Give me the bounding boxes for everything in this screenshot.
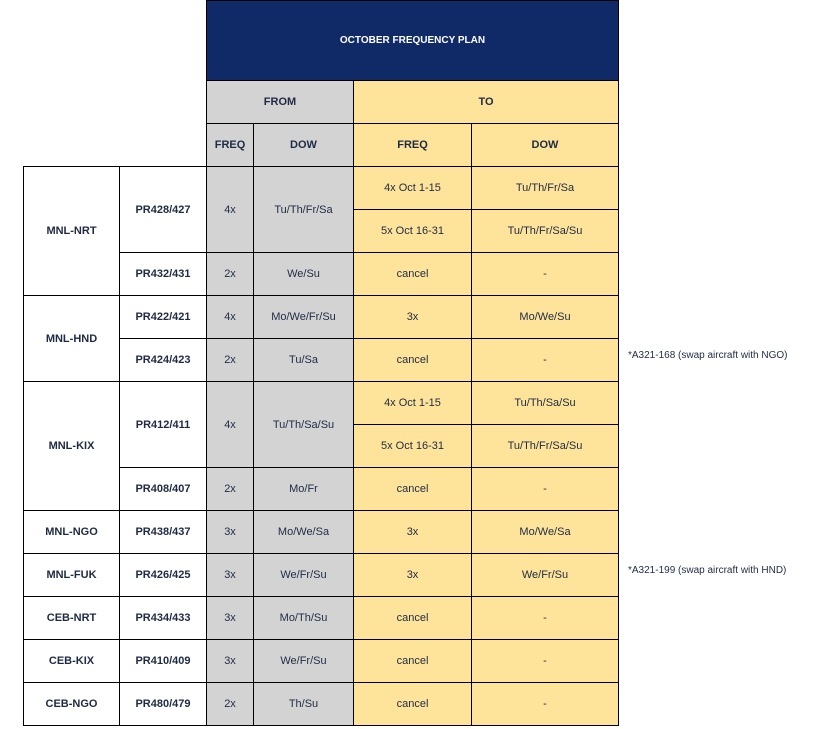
to-dow-cell: Tu/Th/Fr/Sa/Su <box>472 210 619 253</box>
to-freq-cell: 3x <box>354 296 472 339</box>
to-freq-cell: 3x <box>354 554 472 597</box>
from-dow-header: DOW <box>254 124 354 167</box>
to-dow-cell: Tu/Th/Fr/Sa <box>472 167 619 210</box>
flight-cell: PR408/407 <box>120 468 207 511</box>
blank-corner <box>120 124 207 167</box>
from-freq-header: FREQ <box>207 124 254 167</box>
from-dow-cell: Mo/We/Fr/Su <box>254 296 354 339</box>
to-freq-cell: 5x Oct 16-31 <box>354 210 472 253</box>
from-dow-cell: We/Fr/Su <box>254 640 354 683</box>
from-freq-cell: 4x <box>207 296 254 339</box>
to-dow-cell: We/Fr/Su <box>472 554 619 597</box>
from-freq-cell: 4x <box>207 382 254 468</box>
to-dow-cell: Mo/We/Sa <box>472 511 619 554</box>
to-dow-cell: - <box>472 597 619 640</box>
from-dow-cell: Th/Su <box>254 683 354 726</box>
to-dow-cell: - <box>472 253 619 296</box>
blank-corner <box>120 81 207 124</box>
route-cell: MNL-NGO <box>24 511 120 554</box>
from-dow-cell: Tu/Sa <box>254 339 354 382</box>
aircraft-note: *A321-199 (swap aircraft with HND) <box>628 565 787 576</box>
to-freq-cell: 5x Oct 16-31 <box>354 425 472 468</box>
to-dow-cell: - <box>472 468 619 511</box>
to-dow-cell: - <box>472 640 619 683</box>
route-cell: MNL-KIX <box>24 382 120 511</box>
flight-cell: PR410/409 <box>120 640 207 683</box>
table-row <box>24 683 619 726</box>
blank-corner <box>24 1 120 81</box>
from-freq-cell: 4x <box>207 167 254 253</box>
from-freq-cell: 2x <box>207 253 254 296</box>
to-freq-cell: cancel <box>354 640 472 683</box>
aircraft-note: *A321-168 (swap aircraft with NGO) <box>628 350 788 361</box>
flight-cell: PR426/425 <box>120 554 207 597</box>
plan-title: OCTOBER FREQUENCY PLAN <box>207 1 619 81</box>
to-dow-cell: Mo/We/Su <box>472 296 619 339</box>
to-freq-cell: 3x <box>354 511 472 554</box>
to-dow-cell: - <box>472 683 619 726</box>
route-cell: MNL-NRT <box>24 167 120 296</box>
to-dow-cell: Tu/Th/Fr/Sa/Su <box>472 425 619 468</box>
from-freq-cell: 3x <box>207 554 254 597</box>
to-dow-cell: - <box>472 339 619 382</box>
table-row <box>24 511 619 554</box>
frequency-plan-table <box>23 0 619 726</box>
to-header: TO <box>354 81 619 124</box>
route-cell: MNL-FUK <box>24 554 120 597</box>
from-dow-cell: Mo/Th/Su <box>254 597 354 640</box>
to-freq-cell: 4x Oct 1-15 <box>354 167 472 210</box>
table-row <box>24 296 619 339</box>
to-freq-cell: cancel <box>354 597 472 640</box>
to-dow-cell: Tu/Th/Sa/Su <box>472 382 619 425</box>
from-dow-cell: We/Fr/Su <box>254 554 354 597</box>
from-dow-cell: Mo/We/Sa <box>254 511 354 554</box>
flight-cell: PR480/479 <box>120 683 207 726</box>
route-cell: CEB-NRT <box>24 597 120 640</box>
from-freq-cell: 2x <box>207 683 254 726</box>
flight-cell: PR434/433 <box>120 597 207 640</box>
table-row <box>24 167 619 210</box>
flight-cell: PR438/437 <box>120 511 207 554</box>
flight-cell: PR422/421 <box>120 296 207 339</box>
flight-cell: PR428/427 <box>120 167 207 253</box>
blank-corner <box>120 1 207 81</box>
to-freq-cell: cancel <box>354 253 472 296</box>
from-dow-cell: Mo/Fr <box>254 468 354 511</box>
table-row <box>24 554 619 597</box>
table-row <box>24 597 619 640</box>
from-dow-cell: We/Su <box>254 253 354 296</box>
from-dow-cell: Tu/Th/Fr/Sa <box>254 167 354 253</box>
to-freq-cell: 4x Oct 1-15 <box>354 382 472 425</box>
table-row <box>24 382 619 425</box>
route-cell: CEB-KIX <box>24 640 120 683</box>
table-row <box>24 640 619 683</box>
flight-cell: PR412/411 <box>120 382 207 468</box>
flight-cell: PR432/431 <box>120 253 207 296</box>
from-freq-cell: 2x <box>207 468 254 511</box>
from-freq-cell: 3x <box>207 640 254 683</box>
to-freq-cell: cancel <box>354 468 472 511</box>
route-cell: MNL-HND <box>24 296 120 382</box>
from-freq-cell: 3x <box>207 511 254 554</box>
from-freq-cell: 3x <box>207 597 254 640</box>
from-dow-cell: Tu/Th/Sa/Su <box>254 382 354 468</box>
blank-corner <box>24 81 120 124</box>
route-cell: CEB-NGO <box>24 683 120 726</box>
flight-cell: PR424/423 <box>120 339 207 382</box>
from-header: FROM <box>207 81 354 124</box>
to-freq-cell: cancel <box>354 339 472 382</box>
to-dow-header: DOW <box>472 124 619 167</box>
from-freq-cell: 2x <box>207 339 254 382</box>
blank-corner <box>24 124 120 167</box>
to-freq-cell: cancel <box>354 683 472 726</box>
to-freq-header: FREQ <box>354 124 472 167</box>
